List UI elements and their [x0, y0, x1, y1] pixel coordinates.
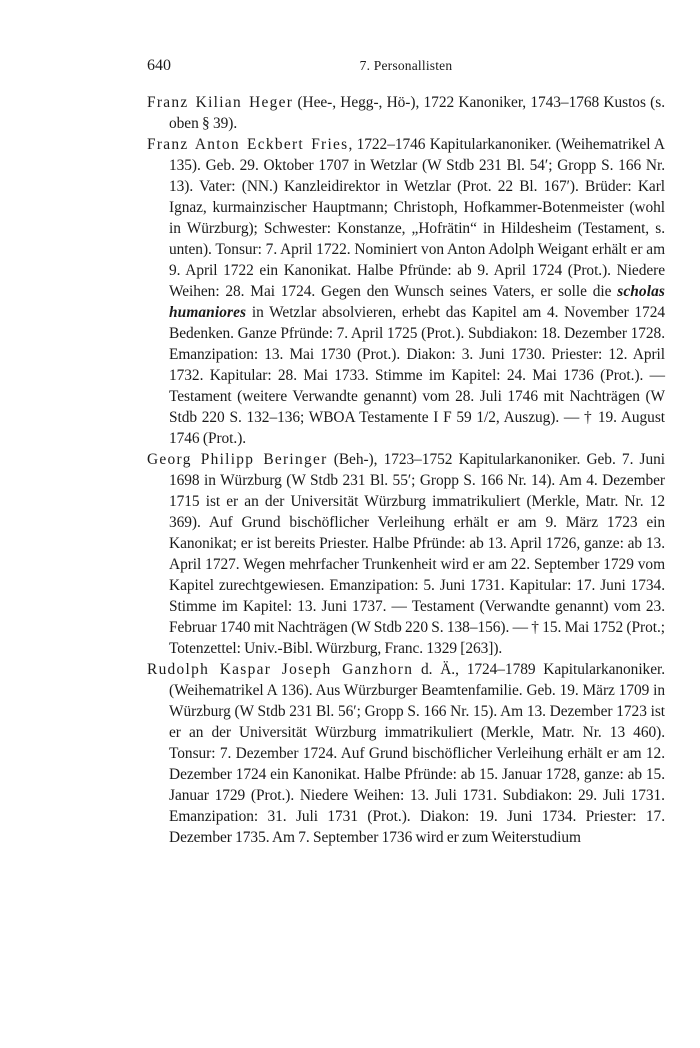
- entry-text: , 1722–1746 Kapitularkanoniker. (Weihematrikel A 135). Geb. 29. Oktober 1707 in Wetzlar (W Stdb 231 Bl. 54′; Gropp S. 166 Nr. 13). Vater: (NN.) Kanzleidirektor in Wetzlar (Prot. 22 Bl. 167′). Brüder: Karl Ignaz, kurmainzischer Hauptmann; Christoph, Hofkammer-Botenmeister (wohl in Würzburg); Schwester: Konstanze, „Hofrätin“ in Hildesheim (Testament, s. unten). Tonsur: 7. April 1722. Nominiert von Anton Adolph Weigant erhält er am 9. April 1722 ein Kanonikat. Halbe Pfründe: ab 9. April 1724 (Prot.). Niedere Weihen: 28. Mai 1724. Gegen den Wunsch seines Vaters, er solle die: [169, 136, 665, 300]
- page-number: 640: [147, 57, 171, 74]
- entry-text: (Beh-), 1723–1752 Kapitularkanoniker. Geb. 7. Juni 1698 in Würzburg (W Stdb 231 Bl. 55′; Gropp S. 166 Nr. 14). Am 4. Dezember 1715 ist er an der Universität Würzburg immatrikuliert (Merkle, Matr. Nr. 12 369). Auf Grund bischöflicher Verleihung erhält er am 9. März 1723 ein Kanonikat; er ist bereits Priester. Halbe Pfründe: ab 13. April 1726, ganze: ab 13. April 1727. Wegen mehrfacher Trunkenheit wird er am 22. September 1729 vom Kapitel zurechtgewiesen. Emanzipation: 5. Juni 1731. Kapitular: 17. Juni 1734. Stimme im Kapitel: 13. Juni 1737. — Testament (Verwandte genannt) vom 23. Februar 1740 mit Nachträgen (W Stdb 220 S. 138–156). — † 15. Mai 1752 (Prot.; Totenzettel: Univ.-Bibl. Würzburg, Franc. 1329 [263]).: [169, 451, 666, 657]
- entry-name: Franz Anton Eckbert Fries: [147, 136, 349, 153]
- entry-name: Georg Philipp Beringer: [147, 451, 328, 468]
- entry-fries: [147, 134, 665, 449]
- entry-list: [147, 92, 665, 848]
- entry-ganzhorn: [147, 659, 665, 848]
- running-head: [147, 57, 665, 77]
- entry-text-continued: in Wetzlar absolvieren, erhebt das Kapitel am 4. November 1724 Bedenken. Ganze Pfründe: 7. April 1725 (Prot.). Subdiakon: 18. Dezember 1728. Emanzipation: 13. Mai 1730 (Prot.). Diakon: 3. Juni 1730. Priester: 12. April 1732. Kapitular: 28. Mai 1733. Stimme im Kapitel: 24. Mai 1736 (Prot.). — Testament (weitere Verwandte genannt) vom 28. Juli 1746 mit Nachträgen (W Stdb 220 S. 132–136; WBOA Testamente I F 59 1/2, Auszug). — † 19. August 1746 (Prot.).: [169, 304, 665, 447]
- entry-heger: [147, 92, 665, 134]
- entry-name: Rudolph Kaspar Joseph Ganzhorn: [147, 661, 414, 678]
- entry-text: (Hee-, Hegg-, Hö-), 1722 Kanoniker, 1743–1768 Kustos (s. oben § 39).: [169, 94, 665, 132]
- latin-phrase: scholas humaniores: [169, 283, 665, 321]
- entry-text: d. Ä., 1724–1789 Kapitularkanoniker. (Weihematrikel A 136). Aus Würzburger Beamtenfamilie. Geb. 19. März 1709 in Würzburg (W Stdb 231 Bl. 56′; Gropp S. 166 Nr. 15). Am 13. Dezember 1723 ist er an der Universität Würzburg immatrikuliert (Merkle, Matr. Nr. 13 460). Tonsur: 7. Dezember 1724. Auf Grund bischöflicher Verleihung erhält er am 12. Dezember 1724 ein Kanonikat. Halbe Pfründe: ab 15. Januar 1728, ganze: ab 15. Januar 1729 (Prot.). Niedere Weihen: 13. Juli 1731. Subdiakon: 29. Juli 1731. Emanzipation: 31. Juli 1731 (Prot.). Diakon: 19. Juni 1734. Priester: 17. Dezember 1735. Am 7. September 1736 wird er zum Weiterstudium: [169, 661, 666, 846]
- running-title: 7. Personallisten: [359, 58, 453, 73]
- entry-name: Franz Kilian Heger: [147, 94, 294, 111]
- entry-beringer: [147, 449, 665, 659]
